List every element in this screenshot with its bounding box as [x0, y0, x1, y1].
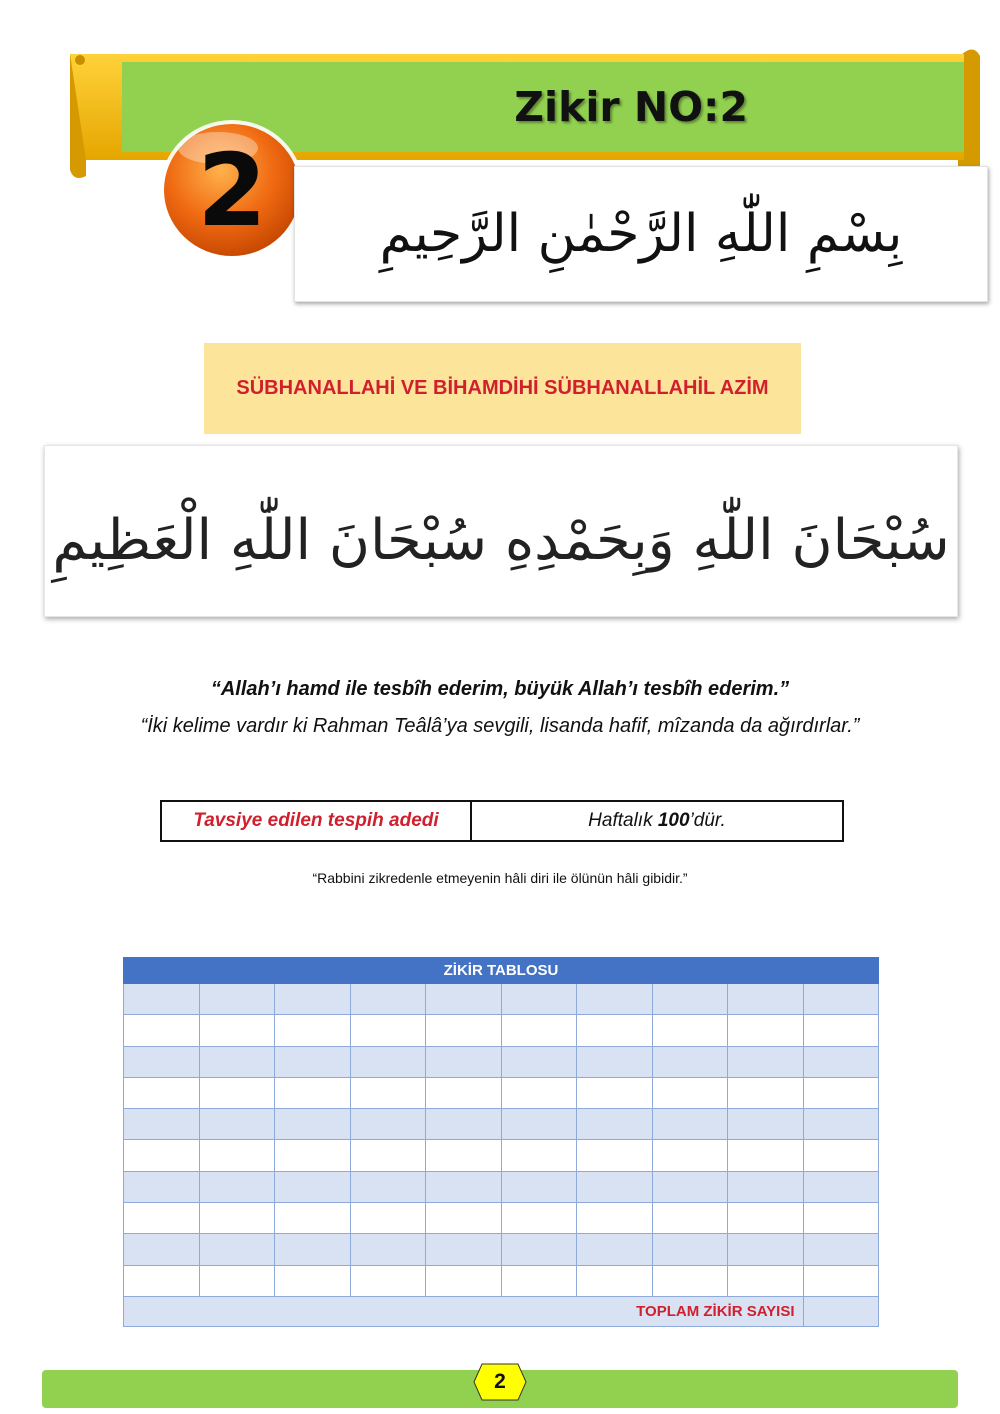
zikir-table-body — [124, 984, 879, 1327]
dhikr-name: SÜBHANALLAHİ VE BİHAMDİHİ SÜBHANALLAHİL AZİM — [236, 377, 769, 399]
tally-cell[interactable] — [426, 1203, 502, 1234]
tally-cell[interactable] — [199, 1046, 275, 1077]
tally-cell[interactable] — [124, 1015, 200, 1046]
recommendation-table — [160, 800, 844, 842]
tally-cell[interactable] — [803, 1171, 879, 1202]
tally-cell[interactable] — [652, 1171, 728, 1202]
dhikr-arabic-text: سُبْحَانَ اللّٰهِ وَبِحَمْدِهِ سُبْحَانَ اللّٰهِ الْعَظِيمِ — [52, 507, 950, 573]
tally-cell[interactable] — [728, 984, 804, 1015]
dhikr-meaning: “Allah’ı hamd ile tesbîh ederim, büyük Allah’ı tesbîh ederim.” — [210, 678, 790, 700]
tally-cell[interactable] — [124, 1171, 200, 1202]
tally-cell[interactable] — [501, 1015, 577, 1046]
tally-cell[interactable] — [350, 1265, 426, 1296]
tally-cell[interactable] — [275, 1140, 351, 1171]
tally-cell[interactable] — [124, 1234, 200, 1265]
tally-cell[interactable] — [124, 1203, 200, 1234]
tally-cell[interactable] — [803, 1140, 879, 1171]
tally-cell[interactable] — [426, 1109, 502, 1140]
tally-cell[interactable] — [350, 1140, 426, 1171]
tally-cell[interactable] — [577, 1046, 653, 1077]
table-row — [124, 984, 879, 1015]
zikir-table-title: ZİKİR TABLOSU — [124, 958, 879, 984]
tally-cell[interactable] — [199, 1265, 275, 1296]
tally-cell[interactable] — [803, 1234, 879, 1265]
tally-cell[interactable] — [728, 1171, 804, 1202]
tally-cell[interactable] — [426, 1265, 502, 1296]
tally-cell[interactable] — [728, 1077, 804, 1108]
tally-cell[interactable] — [275, 1015, 351, 1046]
tally-cell[interactable] — [501, 1265, 577, 1296]
table-row — [124, 1015, 879, 1046]
tally-cell[interactable] — [199, 1077, 275, 1108]
total-value-cell[interactable] — [803, 1296, 879, 1326]
total-label: TOPLAM ZİKİR SAYISI — [124, 1296, 804, 1326]
tally-cell[interactable] — [577, 1015, 653, 1046]
tally-cell[interactable] — [803, 1109, 879, 1140]
tally-cell[interactable] — [728, 1234, 804, 1265]
tally-cell[interactable] — [350, 1109, 426, 1140]
tally-cell[interactable] — [124, 984, 200, 1015]
tally-cell[interactable] — [652, 1203, 728, 1234]
tally-cell[interactable] — [728, 1203, 804, 1234]
tally-cell[interactable] — [577, 1203, 653, 1234]
tally-cell[interactable] — [803, 1265, 879, 1296]
tally-cell[interactable] — [199, 1171, 275, 1202]
tally-cell[interactable] — [350, 1015, 426, 1046]
tally-cell[interactable] — [501, 984, 577, 1015]
tally-cell[interactable] — [124, 1140, 200, 1171]
tally-cell[interactable] — [124, 1046, 200, 1077]
tally-cell[interactable] — [350, 1046, 426, 1077]
tally-cell[interactable] — [426, 1140, 502, 1171]
total-row — [124, 1296, 879, 1326]
tally-cell[interactable] — [728, 1046, 804, 1077]
tally-cell[interactable] — [577, 1265, 653, 1296]
tally-cell[interactable] — [652, 1109, 728, 1140]
table-row — [124, 1171, 879, 1202]
tally-cell[interactable] — [275, 1109, 351, 1140]
tally-cell[interactable] — [652, 1265, 728, 1296]
tally-cell[interactable] — [577, 1171, 653, 1202]
tally-cell[interactable] — [501, 1234, 577, 1265]
tally-cell[interactable] — [350, 1203, 426, 1234]
tally-cell[interactable] — [803, 1203, 879, 1234]
recommendation-prefix: Haftalık — [588, 810, 653, 831]
table-row — [124, 1265, 879, 1296]
tally-cell[interactable] — [199, 1015, 275, 1046]
tally-cell[interactable] — [501, 1109, 577, 1140]
tally-cell[interactable] — [728, 1015, 804, 1046]
tally-cell[interactable] — [803, 1077, 879, 1108]
tally-cell[interactable] — [199, 1234, 275, 1265]
tally-cell[interactable] — [577, 984, 653, 1015]
tally-cell[interactable] — [426, 1077, 502, 1108]
tally-cell[interactable] — [803, 1015, 879, 1046]
tally-cell[interactable] — [199, 1140, 275, 1171]
page-number: 2 — [494, 1370, 506, 1393]
tally-cell[interactable] — [652, 1234, 728, 1265]
tally-cell[interactable] — [501, 1171, 577, 1202]
dhikr-virtue-quote: “İki kelime vardır ki Rahman Teâlâ’ya sevgili, lisanda hafif, mîzanda da ağırdırlar.” — [140, 715, 860, 737]
recommendation-suffix: ’dür. — [689, 810, 726, 831]
tally-cell[interactable] — [275, 1265, 351, 1296]
tally-cell[interactable] — [426, 1046, 502, 1077]
tally-cell[interactable] — [350, 984, 426, 1015]
tally-cell[interactable] — [577, 1234, 653, 1265]
zikir-number: 2 — [197, 131, 267, 249]
tally-cell[interactable] — [275, 984, 351, 1015]
hadith-quote: “Rabbini zikredenle etmeyenin hâli diri ile ölünün hâli gibidir.” — [312, 870, 688, 886]
tally-cell[interactable] — [652, 1046, 728, 1077]
tally-cell[interactable] — [199, 984, 275, 1015]
tally-cell[interactable] — [426, 984, 502, 1015]
tally-cell[interactable] — [275, 1203, 351, 1234]
table-row — [124, 1140, 879, 1171]
tally-cell[interactable] — [199, 1203, 275, 1234]
tally-cell[interactable] — [652, 1140, 728, 1171]
table-row — [124, 1046, 879, 1077]
dhikr-arabic-panel — [44, 445, 958, 617]
table-row — [124, 1077, 879, 1108]
tally-cell[interactable] — [275, 1046, 351, 1077]
tally-cell[interactable] — [426, 1171, 502, 1202]
tally-cell[interactable] — [124, 1109, 200, 1140]
tally-cell[interactable] — [275, 1077, 351, 1108]
tally-cell[interactable] — [728, 1265, 804, 1296]
recommendation-label: Tavsiye edilen tespih adedi — [162, 802, 472, 840]
basmala-text: بِسْمِ اللّٰهِ الرَّحْمٰنِ الرَّحِيمِ — [379, 204, 903, 264]
table-row — [124, 1234, 879, 1265]
tally-cell[interactable] — [275, 1171, 351, 1202]
tally-cell[interactable] — [652, 1077, 728, 1108]
tally-cell[interactable] — [652, 984, 728, 1015]
tally-cell[interactable] — [124, 1077, 200, 1108]
tally-cell[interactable] — [803, 1046, 879, 1077]
table-row — [124, 1109, 879, 1140]
tally-cell[interactable] — [728, 1109, 804, 1140]
recommendation-value — [472, 802, 842, 840]
tally-cell[interactable] — [124, 1265, 200, 1296]
tally-cell[interactable] — [501, 1046, 577, 1077]
tally-cell[interactable] — [501, 1203, 577, 1234]
tally-cell[interactable] — [803, 984, 879, 1015]
dhikr-name-box — [204, 343, 801, 434]
tally-cell[interactable] — [501, 1077, 577, 1108]
tally-cell[interactable] — [577, 1109, 653, 1140]
tally-cell[interactable] — [350, 1234, 426, 1265]
tally-cell[interactable] — [652, 1015, 728, 1046]
tally-cell[interactable] — [728, 1140, 804, 1171]
basmala-panel — [294, 166, 988, 302]
tally-cell[interactable] — [426, 1015, 502, 1046]
tally-cell[interactable] — [426, 1234, 502, 1265]
recommendation-count: 100 — [657, 810, 690, 831]
tally-cell[interactable] — [577, 1077, 653, 1108]
tally-cell[interactable] — [199, 1109, 275, 1140]
zikir-table — [123, 957, 879, 1327]
tally-cell[interactable] — [275, 1234, 351, 1265]
tally-cell[interactable] — [501, 1140, 577, 1171]
page-title: Zikir NO:2 — [514, 83, 748, 131]
tally-cell[interactable] — [577, 1140, 653, 1171]
tally-cell[interactable] — [350, 1077, 426, 1108]
table-row — [124, 1203, 879, 1234]
tally-cell[interactable] — [350, 1171, 426, 1202]
